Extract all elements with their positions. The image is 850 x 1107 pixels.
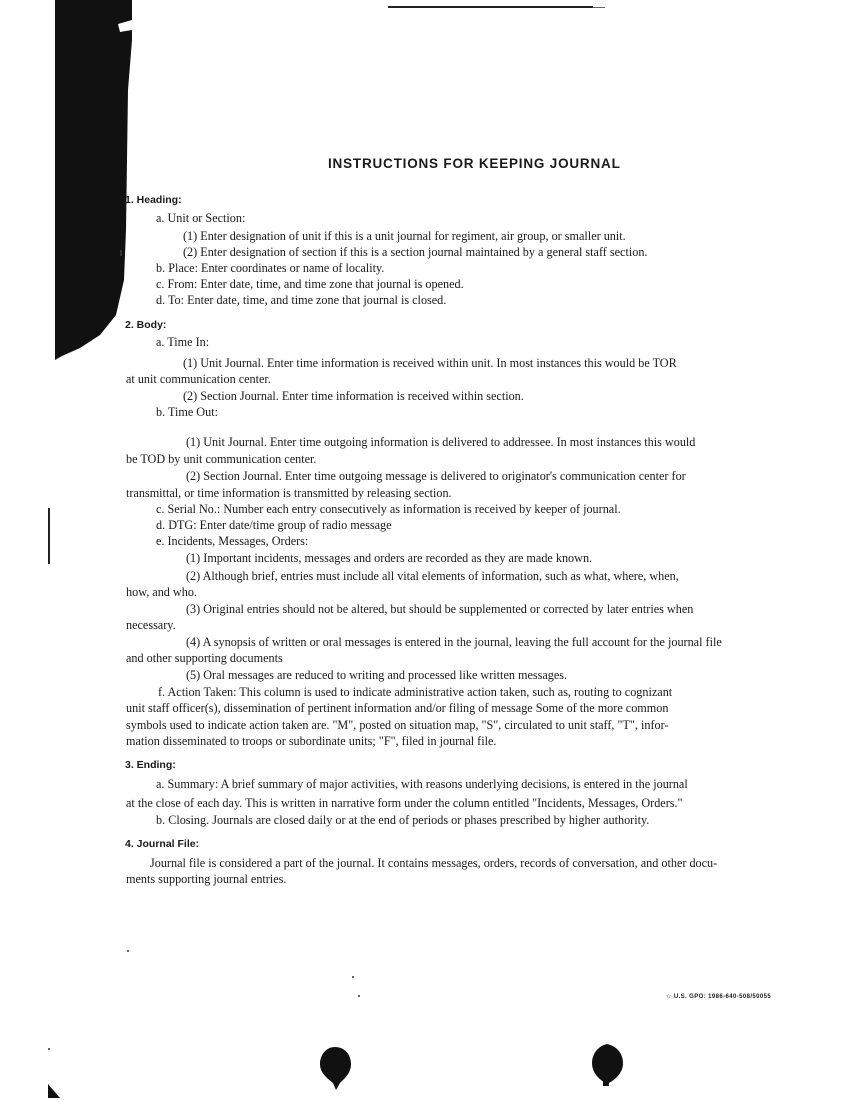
body-line: and other supporting documents [126, 651, 283, 665]
body-line: e. Incidents, Messages, Orders: [156, 534, 309, 548]
body-line: symbols used to indicate action taken are. "M", posted on situation map, "S", circulated to unit staff, "T", infor- [126, 718, 669, 732]
body-line: (2) Section Journal. Enter time information is received within section. [183, 389, 524, 403]
heading-line: b. Place: Enter coordinates or name of locality. [156, 261, 385, 275]
body-line: (1) Important incidents, messages and orders are recorded as they are made known. [186, 551, 593, 565]
section-ending-label: 3. Ending: [125, 759, 176, 771]
printer-code: ☆ U.S. GPO: 1986-640-508/50055 [666, 994, 772, 1000]
body-line: (3) Original entries should not be altered, but should be supplemented or corrected by later entries when [186, 602, 694, 616]
body-line: b. Time Out: [156, 405, 218, 419]
scan-speck [127, 950, 129, 952]
body-line: (1) Unit Journal. Enter time information is received within unit. In most instances this would be TOR [183, 356, 677, 370]
body-line: mation disseminated to troops or subordinate units; "F", filed in journal file. [126, 734, 497, 748]
scan-speck [352, 976, 354, 978]
body-line: unit staff officer(s), dissemination of pertinent information and/or filing of message Some of the more common [126, 701, 669, 715]
body-line: (5) Oral messages are reduced to writing and processed like written messages. [186, 668, 568, 682]
corner-arrow-mark [48, 1084, 60, 1098]
punch-hole [318, 1045, 352, 1091]
heading-line: (1) Enter designation of unit if this is a unit journal for regiment, air group, or smaller unit. [183, 229, 626, 243]
scan-top-rule-tail [593, 7, 605, 8]
page-title: INSTRUCTIONS FOR KEEPING JOURNAL [328, 156, 621, 171]
heading-line: (2) Enter designation of section if this is a section journal maintained by a general staff section. [183, 245, 648, 259]
body-line: transmittal, or time information is transmitted by releasing section. [126, 486, 452, 500]
body-line: (2) Although brief, entries must include all vital elements of information, such as what, where, when, [186, 569, 679, 583]
body-line: necessary. [126, 618, 176, 632]
scan-speck [48, 1048, 50, 1050]
body-line: how, and who. [126, 585, 197, 599]
body-line: be TOD by unit communication center. [126, 452, 317, 466]
journal-file-line: Journal file is considered a part of the journal. It contains messages, orders, records of conversation, and other docu- [150, 856, 718, 870]
body-line: (2) Section Journal. Enter time outgoing message is delivered to originator's communication center for [186, 469, 686, 483]
body-line: (4) A synopsis of written or oral messages is entered in the journal, leaving the full account for the journal file [186, 635, 722, 649]
heading-line: d. To: Enter date, time, and time zone that journal is closed. [156, 293, 447, 307]
scan-speck [358, 995, 360, 997]
body-line: (1) Unit Journal. Enter time outgoing information is delivered to addressee. In most instances this would [186, 435, 696, 449]
section-body-label: 2. Body: [125, 319, 167, 331]
binding-shadow [0, 0, 140, 360]
ending-line: b. Closing. Journals are closed daily or at the end of periods or phases prescribed by higher authority. [156, 813, 650, 827]
body-line: f. Action Taken: This column is used to indicate administrative action taken, such as, routing to cognizant [158, 685, 673, 699]
body-line: d. DTG: Enter date/time group of radio message [156, 518, 392, 532]
ending-line: at the close of each day. This is written in narrative form under the column entitled "Incidents, Messages, Orders." [126, 796, 683, 810]
margin-tick [120, 250, 122, 256]
body-line: at unit communication center. [126, 372, 271, 386]
margin-mark [48, 508, 50, 564]
punch-hole [590, 1042, 624, 1088]
body-line: a. Time In: [156, 335, 210, 349]
section-heading-label: 1. Heading: [125, 194, 182, 206]
section-journal-file-label: 4. Journal File: [125, 838, 200, 850]
heading-line: a. Unit or Section: [156, 211, 246, 225]
journal-file-line: ments supporting journal entries. [126, 872, 287, 886]
body-line: c. Serial No.: Number each entry consecutively as information is received by keeper of journal. [156, 502, 621, 516]
scan-top-rule [388, 6, 593, 8]
ending-line: a. Summary: A brief summary of major activities, with reasons underlying decisions, is entered in the journal [156, 777, 688, 791]
heading-line: c. From: Enter date, time, and time zone that journal is opened. [156, 277, 464, 291]
